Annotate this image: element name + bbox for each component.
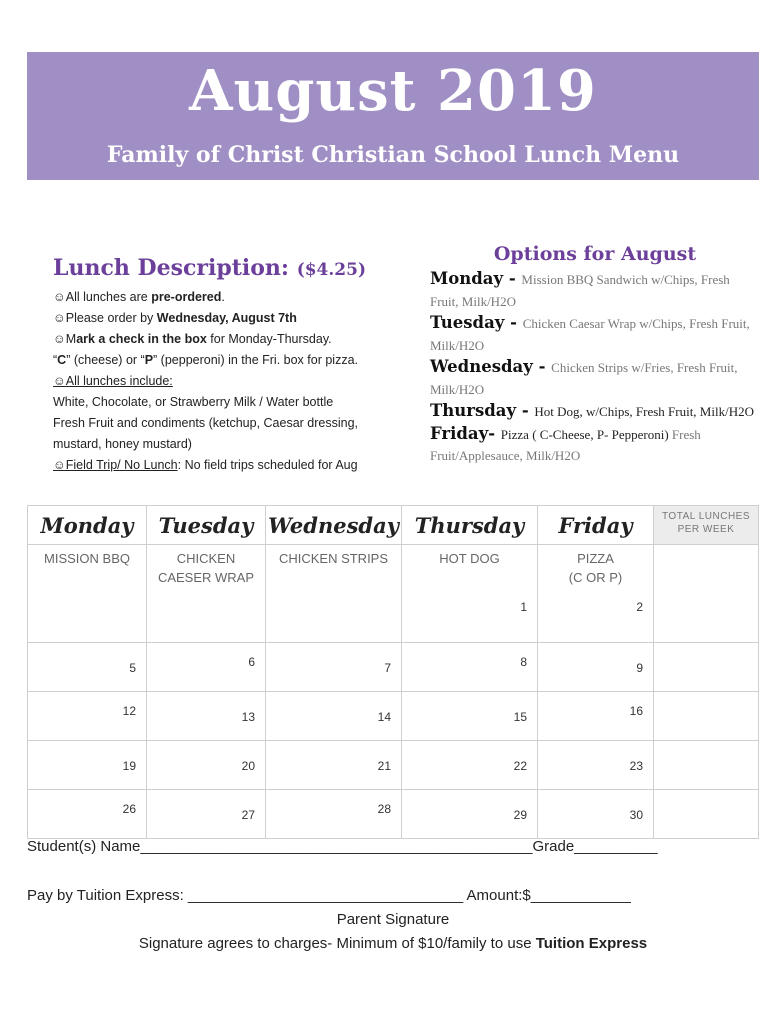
date-number: 13 — [241, 710, 255, 724]
lunch-price: ($4.25) — [296, 260, 367, 280]
page-subtitle: Family of Christ Christian School Lunch Menu — [106, 142, 680, 168]
parent-signature-label: Parent Signature — [336, 911, 450, 928]
order-box-aug-26[interactable] — [28, 790, 147, 839]
order-box-aug-13[interactable] — [147, 692, 266, 741]
desc-line-order-by: ☺Please order by Wednesday, August 7th — [53, 311, 297, 325]
order-box-aug-12[interactable] — [28, 692, 147, 741]
desc-line-fruit: Fresh Fruit and condiments (ketchup, Caesar dressing, — [53, 416, 358, 430]
date-number: 15 — [513, 710, 527, 724]
date-number: 5 — [129, 661, 136, 675]
option-friday: Friday- Pizza ( C-Cheese, P- Pepperoni) Fresh Fruit/Applesauce, Milk/H2O — [430, 423, 701, 463]
meal-sublabel: (C OR P) — [568, 570, 623, 585]
date-number: 19 — [122, 759, 136, 773]
meal-label: CHICKEN CAESER WRAP — [157, 551, 255, 585]
order-box-aug-5[interactable] — [28, 643, 147, 692]
order-box-aug-23[interactable] — [538, 741, 654, 790]
order-box-aug-16[interactable] — [538, 692, 654, 741]
lunch-description — [53, 255, 423, 476]
date-number: 21 — [377, 759, 391, 773]
date-number: 6 — [248, 655, 255, 669]
date-number: 14 — [377, 710, 391, 724]
date-number: 2 — [636, 600, 643, 614]
option-tuesday: Tuesday - Chicken Caesar Wrap w/Chips, Fresh Fruit, Milk/H2O — [430, 313, 750, 353]
order-box-aug-20[interactable] — [147, 741, 266, 790]
order-box-aug-wed-w1[interactable] — [266, 545, 402, 643]
option-monday: Monday - Mission BBQ Sandwich w/Chips, Fresh Fruit, Milk/H2O — [430, 269, 730, 309]
order-box-aug-6[interactable] — [147, 643, 266, 692]
header-tuesday: Tuesday — [147, 506, 266, 545]
meal-label: HOT DOG — [439, 551, 500, 566]
page-title: August 2019 — [189, 58, 597, 124]
date-number: 1 — [520, 600, 527, 614]
header-friday: Friday — [538, 506, 654, 545]
desc-line-includes: ☺All lunches include: — [53, 374, 173, 388]
options-for-august — [430, 243, 760, 467]
total-week-1[interactable] — [654, 545, 759, 643]
date-number: 16 — [629, 704, 643, 718]
order-box-aug-27[interactable] — [147, 790, 266, 839]
header-banner — [27, 52, 759, 180]
date-number: 30 — [629, 808, 643, 822]
total-week-2[interactable] — [654, 643, 759, 692]
date-number: 12 — [122, 704, 136, 718]
order-box-aug-22[interactable] — [402, 741, 538, 790]
desc-line-mark-check: ☺Mark a check in the box for Monday-Thursday. — [53, 332, 332, 346]
option-wednesday: Wednesday - Chicken Strips w/Fries, Fresh Fruit, Milk/H2O — [430, 357, 738, 397]
header-monday: Monday — [28, 506, 147, 545]
order-box-aug-14[interactable] — [266, 692, 402, 741]
date-number: 29 — [513, 808, 527, 822]
total-week-5[interactable] — [654, 790, 759, 839]
order-box-aug-30[interactable] — [538, 790, 654, 839]
desc-line-milk: White, Chocolate, or Strawberry Milk / Water bottle — [53, 395, 334, 409]
date-number: 27 — [241, 808, 255, 822]
date-number: 26 — [122, 802, 136, 816]
signature-agreement: Signature agrees to charges- Minimum of $10/family to use Tuition Express — [138, 935, 648, 952]
meal-label: PIZZA — [577, 551, 614, 566]
date-number: 28 — [377, 802, 391, 816]
meal-label: MISSION BBQ — [44, 551, 130, 566]
desc-line-pizza-code: “C” (cheese) or “P” (pepperoni) in the Fri. box for pizza. — [53, 353, 358, 367]
order-box-aug-mon-w1[interactable] — [28, 545, 147, 643]
option-thursday: Thursday - Hot Dog, w/Chips, Fresh Fruit, Milk/H2O — [430, 401, 754, 420]
order-box-aug-19[interactable] — [28, 741, 147, 790]
date-number: 20 — [241, 759, 255, 773]
meal-label: CHICKEN STRIPS — [278, 551, 389, 566]
order-box-aug-15[interactable] — [402, 692, 538, 741]
desc-line-preordered: ☺All lunches are pre-ordered. — [53, 290, 225, 304]
order-box-aug-28[interactable] — [266, 790, 402, 839]
options-heading: Options for August — [493, 243, 697, 265]
order-box-aug-8[interactable] — [402, 643, 538, 692]
description-heading — [53, 255, 423, 281]
date-number: 7 — [384, 661, 391, 675]
payment-line[interactable]: Pay by Tuition Express: _________________________________ Amount:$____________ — [27, 887, 631, 904]
order-box-aug-tue-w1[interactable] — [147, 545, 266, 643]
description-title: Lunch Description: — [53, 255, 290, 281]
order-calendar — [27, 505, 759, 839]
desc-line-mustard: mustard, honey mustard) — [53, 437, 192, 451]
date-number: 22 — [513, 759, 527, 773]
date-number: 9 — [636, 661, 643, 675]
header-wednesday: Wednesday — [266, 506, 402, 545]
order-box-aug-29[interactable] — [402, 790, 538, 839]
student-name-line[interactable]: Student(s) Name_______________________________________________Grade__________ — [27, 838, 658, 855]
order-box-aug-7[interactable] — [266, 643, 402, 692]
header-thursday: Thursday — [402, 506, 538, 545]
order-box-aug-1[interactable] — [402, 545, 538, 643]
order-box-aug-9[interactable] — [538, 643, 654, 692]
desc-line-field-trip: ☺Field Trip/ No Lunch: No field trips scheduled for Aug — [53, 458, 358, 472]
total-week-4[interactable] — [654, 741, 759, 790]
date-number: 8 — [520, 655, 527, 669]
total-week-3[interactable] — [654, 692, 759, 741]
date-number: 23 — [629, 759, 643, 773]
header-total-lunches: TOTAL LUNCHES PER WEEK — [654, 506, 759, 545]
order-box-aug-21[interactable] — [266, 741, 402, 790]
order-box-aug-2[interactable] — [538, 545, 654, 643]
